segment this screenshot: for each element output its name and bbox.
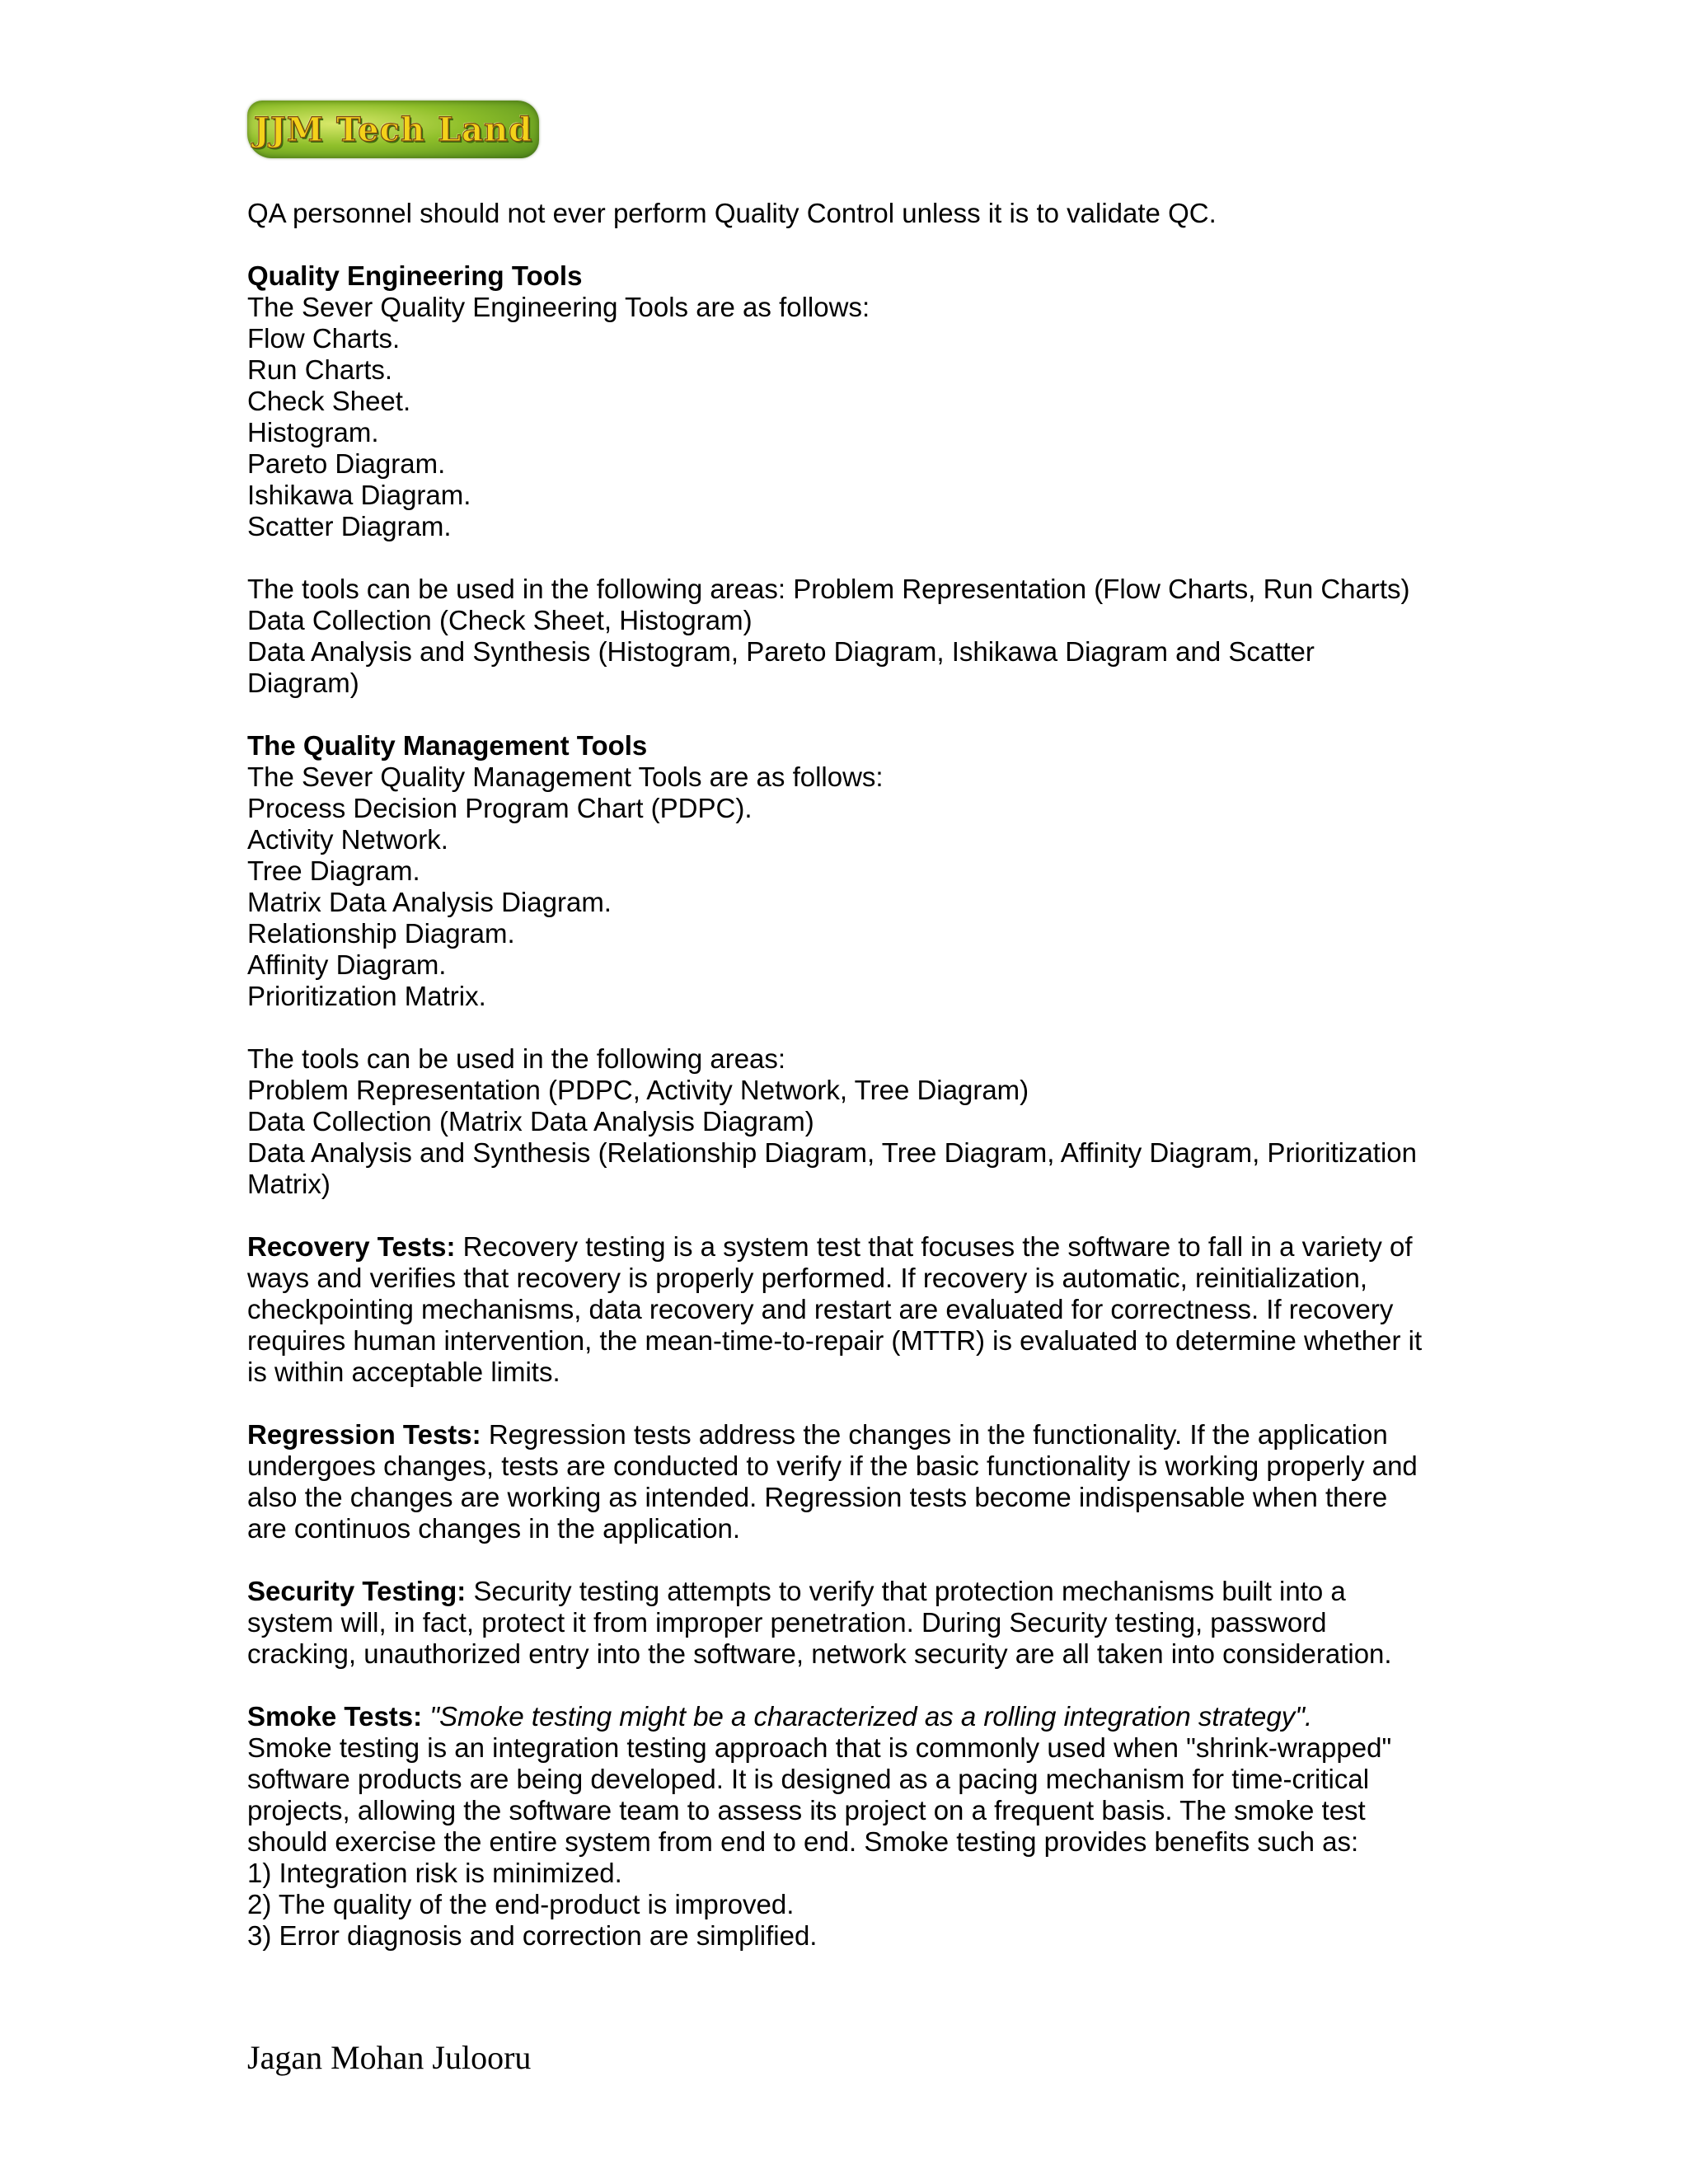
recovery-paragraph-line: requires human intervention, the mean-time-to-repair (MTTR) is evaluated to determine whether it bbox=[247, 1325, 1423, 1356]
recovery-paragraph-line: Recovery Tests: Recovery testing is a system test that focuses the software to fall in a variety of bbox=[247, 1231, 1413, 1262]
document-body bbox=[247, 198, 1451, 1952]
recovery-paragraph-line: is within acceptable limits. bbox=[247, 1357, 560, 1387]
smoke-paragraph-line: should exercise the entire system from end to end. Smoke testing provides benefits such as: bbox=[247, 1826, 1359, 1857]
smoke-paragraph-line: Smoke testing is an integration testing approach that is commonly used when "shrink-wrapped" bbox=[247, 1732, 1392, 1763]
list-item: Process Decision Program Chart (PDPC). bbox=[247, 793, 753, 823]
list-item: Pareto Diagram. bbox=[247, 448, 446, 479]
list-item: Check Sheet. bbox=[247, 386, 411, 416]
smoke-paragraph-line bbox=[247, 1701, 1451, 1732]
list-item: Run Charts. bbox=[247, 354, 393, 385]
list-item: 3) Error diagnosis and correction are simplified. bbox=[247, 1920, 818, 1951]
quality-engineering-intro: The Sever Quality Engineering Tools are as follows: bbox=[247, 292, 870, 322]
quality-engineering-heading: Quality Engineering Tools bbox=[247, 260, 583, 291]
regression-label: Regression Tests: bbox=[247, 1419, 481, 1450]
usage-line: Matrix) bbox=[247, 1169, 331, 1199]
list-item: Prioritization Matrix. bbox=[247, 981, 486, 1011]
regression-paragraph-line: Regression Tests: Regression tests address the changes in the functionality. If the application bbox=[247, 1419, 1388, 1450]
security-paragraph-line: system will, in fact, protect it from improper penetration. During Security testing, password bbox=[247, 1607, 1327, 1638]
usage-line: Problem Representation (PDPC, Activity Network, Tree Diagram) bbox=[247, 1075, 1029, 1105]
usage-line: Data Analysis and Synthesis (Histogram, Pareto Diagram, Ishikawa Diagram and Scatter bbox=[247, 636, 1315, 667]
list-item: 2) The quality of the end-product is improved. bbox=[247, 1889, 795, 1919]
usage-line: Data Collection (Check Sheet, Histogram) bbox=[247, 605, 753, 635]
usage-line: The tools can be used in the following areas: Problem Representation (Flow Charts, Run Charts) bbox=[247, 574, 1410, 604]
smoke-paragraph-line: projects, allowing the software team to assess its project on a frequent basis. The smoke test bbox=[247, 1795, 1366, 1825]
usage-line: Diagram) bbox=[247, 668, 359, 698]
jjm-tech-land-logo bbox=[247, 101, 539, 158]
regression-paragraph-line: also the changes are working as intended. Regression tests become indispensable when there bbox=[247, 1482, 1388, 1512]
intro-line: QA personnel should not ever perform Quality Control unless it is to validate QC. bbox=[247, 198, 1217, 228]
recovery-paragraph-line: checkpointing mechanisms, data recovery and restart are evaluated for correctness. If recovery bbox=[247, 1294, 1394, 1324]
logo-text: JJM Tech Land bbox=[253, 110, 533, 149]
security-label: Security Testing: bbox=[247, 1576, 467, 1606]
quality-management-intro: The Sever Quality Management Tools are as follows: bbox=[247, 762, 884, 792]
quality-management-heading: The Quality Management Tools bbox=[247, 730, 648, 761]
security-paragraph-line: Security Testing: Security testing attempts to verify that protection mechanisms built into a bbox=[247, 1576, 1346, 1606]
list-item: Matrix Data Analysis Diagram. bbox=[247, 887, 612, 917]
usage-line: The tools can be used in the following areas: bbox=[247, 1043, 786, 1074]
smoke-paragraph-line: software products are being developed. It is designed as a pacing mechanism for time-critical bbox=[247, 1764, 1370, 1794]
regression-paragraph-line: are continuos changes in the application. bbox=[247, 1513, 741, 1544]
smoke-label: Smoke Tests: bbox=[247, 1701, 423, 1732]
list-item: Affinity Diagram. bbox=[247, 949, 447, 980]
list-item: Ishikawa Diagram. bbox=[247, 480, 471, 510]
regression-paragraph-line: undergoes changes, tests are conducted to verify if the basic functionality is working properly and bbox=[247, 1451, 1418, 1481]
usage-line: Data Collection (Matrix Data Analysis Diagram) bbox=[247, 1106, 814, 1137]
list-item: Activity Network. bbox=[247, 824, 448, 855]
smoke-quote: "Smoke testing might be a characterized as a rolling integration strategy". bbox=[422, 1701, 1313, 1732]
usage-line: Data Analysis and Synthesis (Relationship Diagram, Tree Diagram, Affinity Diagram, Prioritization bbox=[247, 1137, 1417, 1168]
list-item: Scatter Diagram. bbox=[247, 511, 452, 541]
recovery-label: Recovery Tests: bbox=[247, 1231, 456, 1262]
recovery-paragraph-line: ways and verifies that recovery is properly performed. If recovery is automatic, reinitialization, bbox=[247, 1263, 1368, 1293]
list-item: 1) Integration risk is minimized. bbox=[247, 1858, 622, 1888]
list-item: Tree Diagram. bbox=[247, 855, 420, 886]
security-paragraph-line: cracking, unauthorized entry into the software, network security are all taken into consideration. bbox=[247, 1638, 1392, 1669]
list-item: Relationship Diagram. bbox=[247, 918, 515, 949]
list-item: Flow Charts. bbox=[247, 323, 401, 354]
list-item: Histogram. bbox=[247, 417, 379, 448]
footer-author: Jagan Mohan Julooru bbox=[247, 2039, 532, 2076]
